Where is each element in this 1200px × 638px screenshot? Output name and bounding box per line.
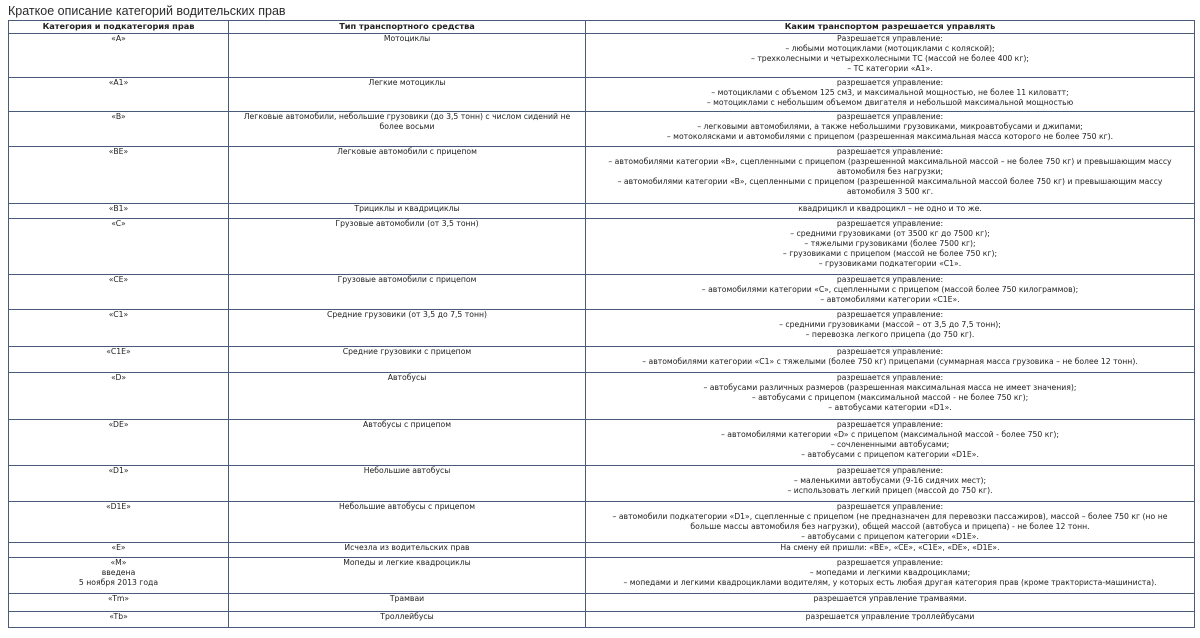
table-row [9, 347, 1195, 373]
allowed-line: – средними грузовиками (от 3500 кг до 7500 кг); [790, 229, 990, 238]
allowed-line: разрешается управление трамваями. [813, 594, 967, 603]
allowed-line: – грузовиками с прицепом (массой не более 750 кг); [782, 249, 998, 258]
allowed-vehicles-cell [586, 78, 1195, 112]
table-row [9, 502, 1195, 543]
allowed-line: – ТС категории «A1». [847, 64, 933, 73]
header-row [9, 21, 1195, 34]
vehicle-type-cell [229, 112, 586, 147]
category-cell [9, 558, 229, 594]
category-label: «BE» [108, 147, 129, 156]
table-body [9, 34, 1195, 628]
category-label: «A» [111, 34, 126, 43]
table-row [9, 275, 1195, 310]
allowed-vehicles-cell [586, 543, 1195, 558]
vehicle-type-cell [229, 34, 586, 78]
allowed-vehicles-cell [586, 420, 1195, 466]
allowed-line: Разрешается управление: [837, 34, 943, 43]
allowed-line: – мопедами и легкими квадроциклами водителям, у которых есть любая другая категория прав (кроме тракториста-машиниста). [623, 578, 1157, 587]
vehicle-type-text: Легковые автомобили, небольшие грузовики (до 3,5 тонн) с числом сидений не более восьми [243, 112, 571, 131]
category-cell [9, 543, 229, 558]
allowed-line: – автомобилями категории «C», сцепленными с прицепом (массой более 750 килограммов); [701, 285, 1079, 294]
category-cell [9, 112, 229, 147]
allowed-line: – автомобилями категории «B», сцепленными с прицепом (разрешенной максимальной массой более 750 кг) и превышающим массу [617, 177, 1163, 186]
vehicle-type-cell [229, 347, 586, 373]
vehicle-type-cell [229, 502, 586, 543]
vehicle-type-text: Исчезла из водительских прав [344, 543, 470, 552]
category-label: введена [101, 568, 136, 577]
vehicle-type-cell [229, 543, 586, 558]
category-cell [9, 147, 229, 204]
license-categories-table [8, 20, 1195, 628]
allowed-line: – мотоциклами с небольшим объемом двигателя и небольшой максимальной мощностью [706, 98, 1074, 107]
vehicle-type-text: Легкие мотоциклы [368, 78, 446, 87]
allowed-line: разрешается управление троллейбусами [805, 612, 975, 621]
table-row [9, 147, 1195, 204]
table-row [9, 78, 1195, 112]
category-cell [9, 347, 229, 373]
vehicle-type-text: Средние грузовики с прицепом [342, 347, 472, 356]
vehicle-type-text: Легковые автомобили с прицепом [337, 147, 477, 156]
category-cell [9, 594, 229, 612]
category-label: «D1E» [106, 502, 131, 511]
vehicle-type-cell [229, 420, 586, 466]
allowed-line: – автомобилями категории «C1» с тяжелыми (более 750 кг) прицепами (суммарная масса грузовика – не более 12 тонн). [642, 357, 1138, 366]
allowed-vehicles-cell [586, 466, 1195, 502]
allowed-line: – средними грузовиками (массой – от 3,5 до 7,5 тонн); [779, 320, 1001, 329]
category-label: «B» [111, 112, 126, 121]
table-row [9, 612, 1195, 628]
allowed-line: автомобиля без нагрузки; [836, 167, 944, 176]
table-header [9, 21, 1195, 34]
category-label: «C1E» [106, 347, 131, 356]
allowed-vehicles-cell [586, 612, 1195, 628]
table-row [9, 543, 1195, 558]
allowed-line: – автомобилями категории «C1E». [820, 295, 960, 304]
vehicle-type-text: Троллейбусы [380, 612, 434, 621]
table-row [9, 310, 1195, 347]
category-cell [9, 204, 229, 219]
category-label: «C1» [108, 310, 129, 319]
category-cell [9, 78, 229, 112]
category-label: «D» [110, 373, 127, 382]
allowed-vehicles-cell [586, 310, 1195, 347]
allowed-line: разрешается управление: [836, 373, 944, 382]
allowed-line: – тяжелыми грузовиками (более 7500 кг); [804, 239, 976, 248]
category-label: «Tb» [109, 612, 128, 621]
table-row [9, 373, 1195, 420]
allowed-line: разрешается управление: [836, 310, 944, 319]
allowed-line: – автомобилями категории «B», сцепленными с прицепом (разрешенной максимальной массой – не более 750 кг) и превышающим массу [608, 157, 1172, 166]
allowed-line: – трехколесными и четырехколесными ТС (массой не более 400 кг); [751, 54, 1029, 63]
category-cell [9, 502, 229, 543]
vehicle-type-text: Средние грузовики (от 3,5 до 7,5 тонн) [326, 310, 487, 319]
category-label: «DE» [108, 420, 129, 429]
category-label: «C» [111, 219, 126, 228]
vehicle-type-cell [229, 558, 586, 594]
allowed-line: – автобусами с прицепом категории «D1E». [801, 450, 979, 459]
category-label: «CE» [108, 275, 129, 284]
vehicle-type-cell [229, 219, 586, 275]
allowed-vehicles-cell [586, 502, 1195, 543]
allowed-vehicles-cell [586, 147, 1195, 204]
vehicle-type-cell [229, 310, 586, 347]
allowed-line: разрешается управление: [836, 78, 944, 87]
vehicle-type-cell [229, 204, 586, 219]
allowed-line: больше массы автомобиля без нагрузки), общей массой (автобуса и прицепа) - не более 12 тонн. [690, 522, 1090, 531]
category-label: «B1» [108, 204, 129, 213]
category-label: «Tm» [107, 594, 130, 603]
category-label: «A1» [108, 78, 129, 87]
table-row [9, 558, 1195, 594]
allowed-line: – автобусами различных размеров (разрешенная максимальная масса не имеет значения); [703, 383, 1077, 392]
table-row [9, 34, 1195, 78]
allowed-vehicles-cell [586, 275, 1195, 310]
allowed-vehicles-cell [586, 112, 1195, 147]
vehicle-type-text: Мопеды и легкие квадроциклы [343, 558, 471, 567]
allowed-line: – перевозка легкого прицепа (до 750 кг). [805, 330, 975, 339]
category-label: «M» [110, 558, 127, 567]
allowed-line: – автомобилями категории «D» с прицепом (максимальной массой - более 750 кг); [721, 430, 1059, 439]
allowed-line: разрешается управление: [836, 420, 944, 429]
allowed-line: разрешается управление: [836, 275, 944, 284]
vehicle-type-cell [229, 373, 586, 420]
category-label: 5 ноября 2013 года [78, 578, 159, 587]
allowed-vehicles-cell [586, 219, 1195, 275]
allowed-line: – любыми мотоциклами (мотоциклами с коляской); [785, 44, 995, 53]
allowed-line: – маленькими автобусами (9-16 сидячих мест); [793, 476, 987, 485]
vehicle-type-text: Трамваи [389, 594, 425, 603]
column-header-vehicle-type: Тип транспортного средства [229, 21, 586, 34]
category-label: «D1» [108, 466, 129, 475]
vehicle-type-cell [229, 594, 586, 612]
table-row [9, 204, 1195, 219]
allowed-line: – использовать легкий прицеп (массой до 750 кг). [787, 486, 993, 495]
allowed-line: – сочлененными автобусами; [830, 440, 950, 449]
vehicle-type-cell [229, 78, 586, 112]
allowed-line: разрешается управление: [836, 219, 944, 228]
allowed-line: разрешается управление: [836, 147, 944, 156]
vehicle-type-text: Трициклы и квадрициклы [354, 204, 460, 213]
category-cell [9, 310, 229, 347]
allowed-line: – мотоколясками и автомобилями с прицепом (разрешенная максимальная масса которого не более 750 кг). [666, 132, 1114, 141]
vehicle-type-text: Небольшие автобусы с прицепом [338, 502, 476, 511]
vehicle-type-text: Автобусы с прицепом [362, 420, 452, 429]
vehicle-type-text: Мотоциклы [383, 34, 431, 43]
category-cell [9, 612, 229, 628]
column-header-category: Категория и подкатегория прав [9, 21, 229, 34]
category-label: «E» [111, 543, 126, 552]
column-header-allowed: Каким транспортом разрешается управлять [586, 21, 1195, 34]
vehicle-type-cell [229, 466, 586, 502]
allowed-line: – автобусами категории «D1». [828, 403, 952, 412]
allowed-line: – автомобили подкатегории «D1», сцепленные с прицепом (не предназначен для перевозки пассажиров), массой – более 750 кг (но не [612, 512, 1168, 521]
allowed-vehicles-cell [586, 373, 1195, 420]
category-cell [9, 275, 229, 310]
table-row [9, 594, 1195, 612]
vehicle-type-text: Грузовые автомобили (от 3,5 тонн) [335, 219, 479, 228]
vehicle-type-cell [229, 275, 586, 310]
allowed-vehicles-cell [586, 347, 1195, 373]
vehicle-type-text: Небольшие автобусы [363, 466, 451, 475]
category-cell [9, 466, 229, 502]
table-row [9, 112, 1195, 147]
allowed-line: автомобиля 3 500 кг. [846, 187, 934, 196]
allowed-vehicles-cell [586, 594, 1195, 612]
table-row [9, 219, 1195, 275]
allowed-line: квадрицикл и квадроцикл – не одно и то же. [798, 204, 982, 213]
vehicle-type-cell [229, 612, 586, 628]
vehicle-type-text: Грузовые автомобили с прицепом [337, 275, 477, 284]
allowed-line: – автобусами с прицепом (максимальной массой - не более 750 кг); [751, 393, 1029, 402]
category-cell [9, 373, 229, 420]
table-row [9, 420, 1195, 466]
allowed-line: разрешается управление: [836, 502, 944, 511]
allowed-line: разрешается управление: [836, 466, 944, 475]
allowed-line: – мотоциклами с объемом 125 см3, и максимальной мощностью, не более 11 киловатт; [711, 88, 1069, 97]
allowed-line: – легковыми автомобилями, а также небольшими грузовиками, микроавтобусами и джипами; [697, 122, 1083, 131]
allowed-line: – грузовиками подкатегории «C1». [818, 259, 962, 268]
allowed-line: – мопедами и легкими квадроциклами; [809, 568, 971, 577]
allowed-line: На смену ей пришли: «BE», «CE», «C1E», «DE», «D1E». [780, 543, 1000, 552]
vehicle-type-cell [229, 147, 586, 204]
category-cell [9, 219, 229, 275]
category-cell [9, 34, 229, 78]
vehicle-type-text: Автобусы [387, 373, 427, 382]
allowed-vehicles-cell [586, 34, 1195, 78]
category-cell [9, 420, 229, 466]
allowed-vehicles-cell [586, 204, 1195, 219]
allowed-line: разрешается управление: [836, 347, 944, 356]
allowed-line: – автобусами с прицепом категории «D1E». [801, 532, 979, 541]
table-caption: Краткое описание категорий водительских прав [8, 4, 286, 18]
allowed-line: разрешается управление: [836, 112, 944, 121]
table-row [9, 466, 1195, 502]
allowed-vehicles-cell [586, 558, 1195, 594]
allowed-line: разрешается управление: [836, 558, 944, 567]
